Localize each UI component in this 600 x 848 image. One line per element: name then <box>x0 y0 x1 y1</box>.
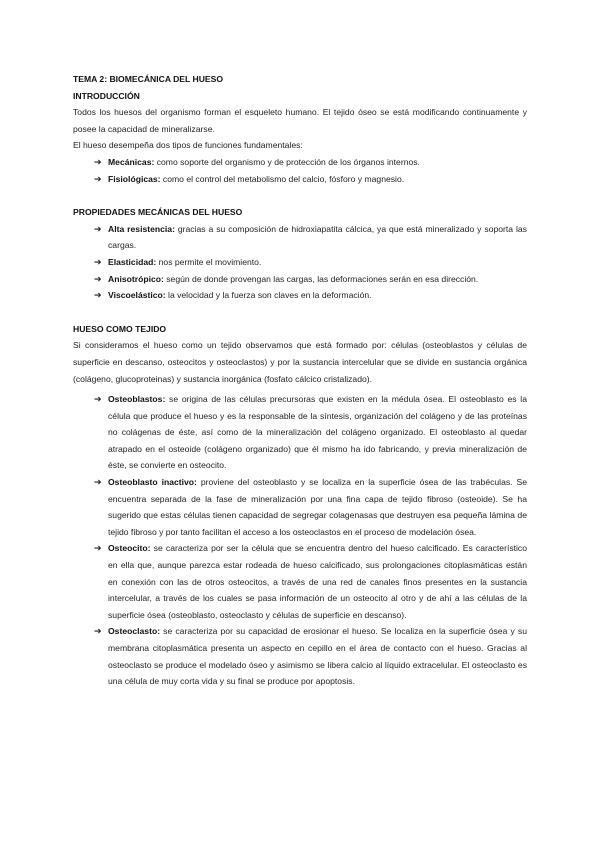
list-item <box>94 540 527 623</box>
item-term: Viscoelástico: <box>108 290 166 301</box>
item-text: como soporte del organismo y de protección de los órganos internos. <box>154 156 420 167</box>
props-heading: PROPIEDADES MECÁNICAS DEL HUESO <box>73 207 243 218</box>
tissue-heading: HUESO COMO TEJIDO <box>73 323 167 334</box>
list-item <box>94 623 527 689</box>
list-item <box>94 287 527 304</box>
props-list <box>73 221 527 304</box>
intro-paragraph: Todos los huesos del organismo forman el esqueleto humano. El tejido óseo se está modificando continuamente y posee la capacidad de mineralizarse. <box>73 107 527 134</box>
item-text: se caracteriza por ser la célula que se encuentra dentro del hueso calcificado. Es característico en ella que, aunque parezca estar rodeada de hueso calcificado, sus prolongaciones citoplasmáticas están en conexión con las de otros osteocitos, a través de una red de canales finos presentes en la sustancia intercelular, a través de los cuales se pasa información de un osteocito al otro y de ahí a las células de la superficie ósea (osteoblasto, osteoclasto y células de superficie en descanso). <box>108 543 527 620</box>
item-term: Osteocito: <box>108 543 151 554</box>
cells-list <box>73 391 527 690</box>
document-title: TEMA 2: BIOMECÁNICA DEL HUESO <box>73 74 224 84</box>
arrow-icon: ➔ <box>94 477 102 488</box>
arrow-icon: ➔ <box>94 256 102 267</box>
list-item <box>94 254 527 271</box>
arrow-icon: ➔ <box>94 290 102 301</box>
arrow-icon: ➔ <box>94 543 102 554</box>
intro-heading: INTRODUCCIÓN <box>73 90 140 101</box>
arrow-icon: ➔ <box>94 173 102 184</box>
item-text: gracias a su composición de hidroxiapatita cálcica, ya que está mineralizado y soporta las cargas. <box>108 223 527 251</box>
item-term: Osteoblasto inactivo: <box>108 477 197 488</box>
item-text: proviene del osteoblasto y se localiza en la superficie ósea de las trabéculas. Se encuentra separada de la fase de mineralización por una fina capa de tejido fibroso (osteoide). Se ha sugerido que estas células tienen capacidad de segregar colagenasas que destruyen esa pequeña lámina de tejido fibroso y por tanto facilitan el acceso a los osteoclastos en el proceso de modelación ósea. <box>108 477 527 537</box>
arrow-icon: ➔ <box>94 626 102 637</box>
item-text: se origina de las células precursoras que existen en la médula ósea. El osteoblasto es la célula que produce el hueso y es la responsable de la síntesis, organización del colágeno y de las proteínas no colágenas de éste, así como de la mineralización del colágeno organizado. El osteoblasto al quedar atrapado en el osteoide (colágeno organizado) que él mismo ha ido fabricando, y previa mineralización de éste, se convierte en osteocito. <box>108 394 527 471</box>
item-text: se caracteriza por su capacidad de erosionar el hueso. Se localiza en la superficie ósea y su membrana citoplasmática presenta un aspecto en cepillo en el área de contacto con el hueso. Gracias al osteoclasto se produce el modelado óseo y asimismo se libera calcio al líquido extracelular. El osteoclasto es una célula de muy corta vida y su final se produce por apoptosis. <box>108 626 527 687</box>
arrow-icon: ➔ <box>94 273 102 284</box>
list-item <box>94 171 527 188</box>
item-text: la velocidad y la fuerza son claves en la deformación. <box>165 290 372 301</box>
list-item <box>94 221 527 254</box>
item-text: como el control del metabolismo del calcio, fósforo y magnesio. <box>160 173 405 184</box>
item-term: Elasticidad: <box>108 256 157 267</box>
list-item <box>94 271 527 288</box>
arrow-icon: ➔ <box>94 223 102 234</box>
arrow-icon: ➔ <box>94 394 102 405</box>
list-item <box>94 391 527 474</box>
list-item <box>94 474 527 540</box>
list-item <box>94 154 527 171</box>
item-term: Alta resistencia: <box>108 223 175 234</box>
item-text: nos permite el movimiento. <box>156 256 262 267</box>
item-term: Osteoclasto: <box>108 626 161 637</box>
arrow-icon: ➔ <box>94 156 102 167</box>
item-text: según de donde provengan las cargas, las deformaciones serán en esa dirección. <box>163 273 479 284</box>
tissue-paragraph: Si consideramos el hueso como un tejido observamos que está formado por: células (osteoblastos y células de superficie en descanso, osteocitos y osteoclastos) y por la sustancia intercelular que se divide en sustancia orgánica (colágeno, glucoproteinas) y sustancia inorgánica (fosfato cálcico cristalizado). <box>73 340 527 384</box>
item-term: Osteoblastos: <box>108 394 166 405</box>
item-term: Fisiológicas: <box>108 173 161 184</box>
item-term: Mecánicas: <box>108 156 155 167</box>
item-term: Anisotrópico: <box>108 273 164 284</box>
functions-list <box>73 154 527 187</box>
document-body <box>73 71 527 690</box>
intro-functions-paragraph: El hueso desempeña dos tipos de funciones fundamentales: <box>73 140 303 151</box>
